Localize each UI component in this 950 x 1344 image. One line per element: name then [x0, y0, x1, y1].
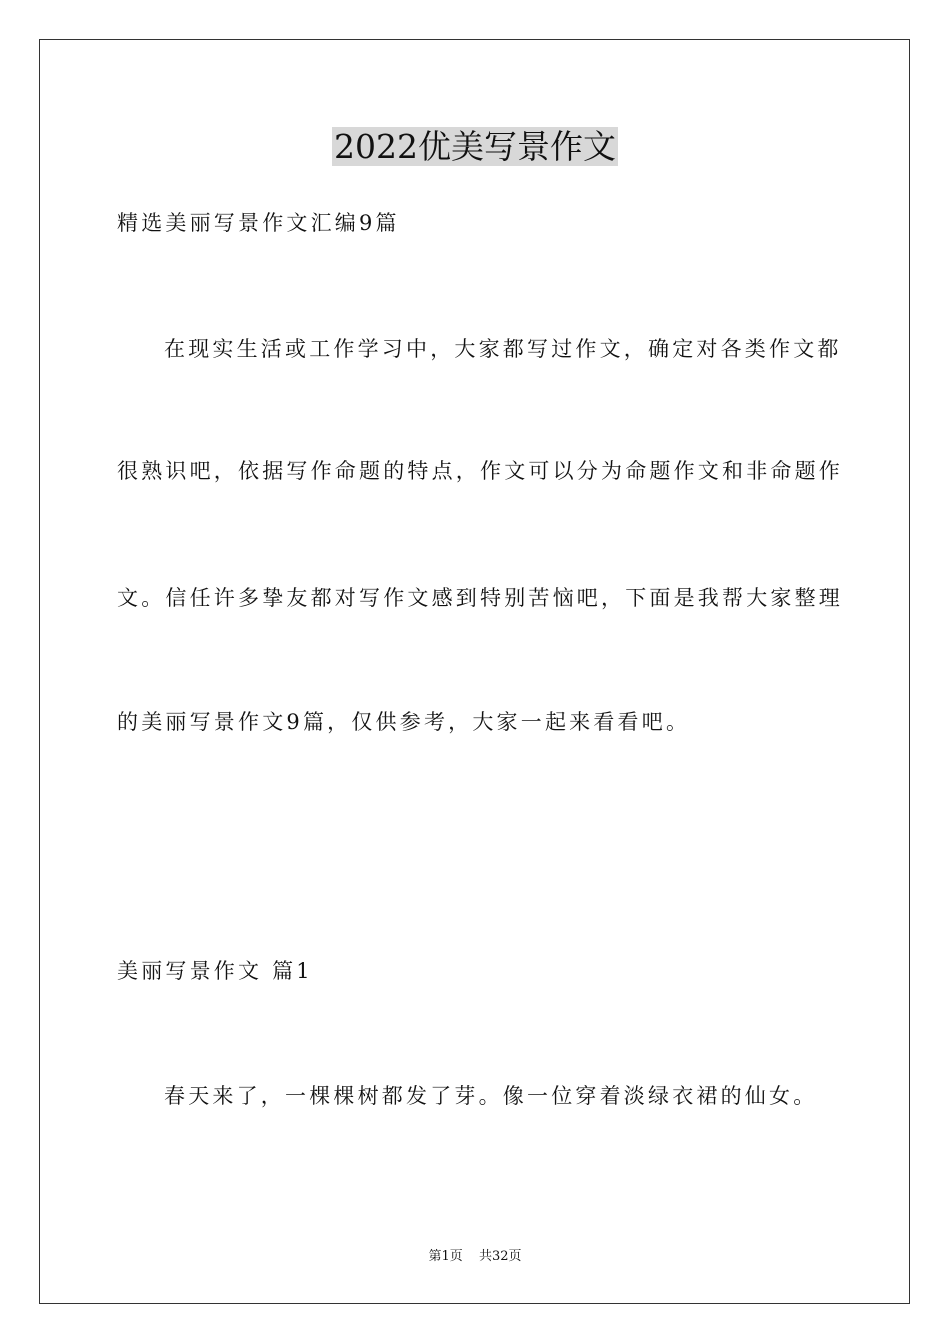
document-title-text: 2022优美写景作文 [334, 127, 616, 166]
intro-line-1: 在现实生活或工作学习中，大家都写过作文，确定对各类作文都 [164, 337, 842, 361]
page-total: 共32页 [478, 1249, 522, 1264]
page-footer [0, 1248, 950, 1266]
intro-line-2: 很熟识吧，依据写作命题的特点，作文可以分为命题作文和非命题作 [117, 459, 843, 483]
section-heading: 美丽写景作文 篇1 [117, 959, 313, 983]
section-paragraph-line-1: 春天来了，一棵棵树都发了芽。像一位穿着淡绿衣裙的仙女。 [164, 1084, 818, 1108]
page-number: 第1页 [428, 1249, 463, 1264]
document-title [0, 125, 950, 169]
document-subtitle: 精选美丽写景作文汇编9篇 [117, 211, 400, 235]
intro-line-4: 的美丽写景作文9篇，仅供参考，大家一起来看看吧。 [117, 710, 691, 734]
intro-line-3: 文。信任许多挚友都对写作文感到特别苦恼吧，下面是我帮大家整理 [117, 586, 843, 610]
